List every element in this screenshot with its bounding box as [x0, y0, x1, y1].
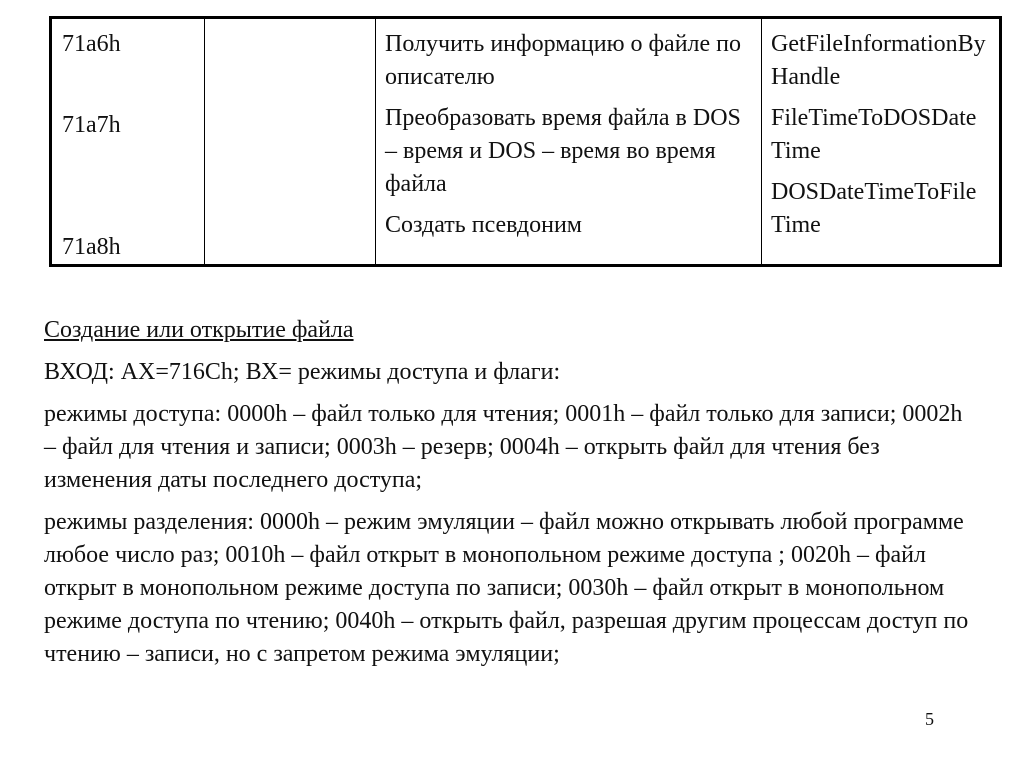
function-name: DOSDateTimeToFileTime	[771, 179, 977, 238]
function-code: 71a8h	[62, 234, 121, 260]
table-row	[51, 18, 1001, 266]
function-description: Преобразовать время файла в DOS – время и DOS – время во время файла	[385, 105, 741, 197]
function-table	[49, 16, 1002, 267]
body-text	[44, 314, 974, 680]
description-cell	[376, 18, 762, 266]
section-heading: Создание или открытие файла	[44, 317, 354, 343]
function-code-cell	[51, 18, 205, 266]
access-modes-paragraph: режимы доступа: 0000h – файл только для чтения; 0001h – файл только для записи; 0002h – файл для чтения и записи; 0003h – резерв; 0004h – открыть файл для чтения без изменения даты последнего доступа;	[44, 401, 963, 493]
function-name: FileTimeToDOSDateTime	[771, 105, 977, 164]
function-code: 71a6h	[62, 31, 121, 57]
function-description: Создать псевдоним	[385, 212, 582, 238]
function-code: 71a7h	[62, 112, 121, 138]
empty-cell	[205, 18, 376, 266]
sharing-modes-paragraph: режимы разделения: 0000h – режим эмуляции – файл можно открывать любой программе любое число раз; 0010h – файл открыт в монопольном режиме доступа ; 0020h – файл открыт в монопольном режиме доступа по записи; 0030h – файл открыт в монопольном режиме доступа по чтению; 0040h – открыть файл, разрешая другим процессам доступ по чтению – записи, но с запретом режима эмуляции;	[44, 509, 969, 667]
function-name-cell	[762, 18, 1001, 266]
page-number: 5	[925, 709, 934, 729]
function-name: GetFileInformationByHandle	[771, 31, 986, 90]
input-registers-line: ВХОД: АХ=716Ch; ВХ= режимы доступа и флаги:	[44, 359, 561, 385]
function-description: Получить информацию о файле по описателю	[385, 31, 742, 90]
